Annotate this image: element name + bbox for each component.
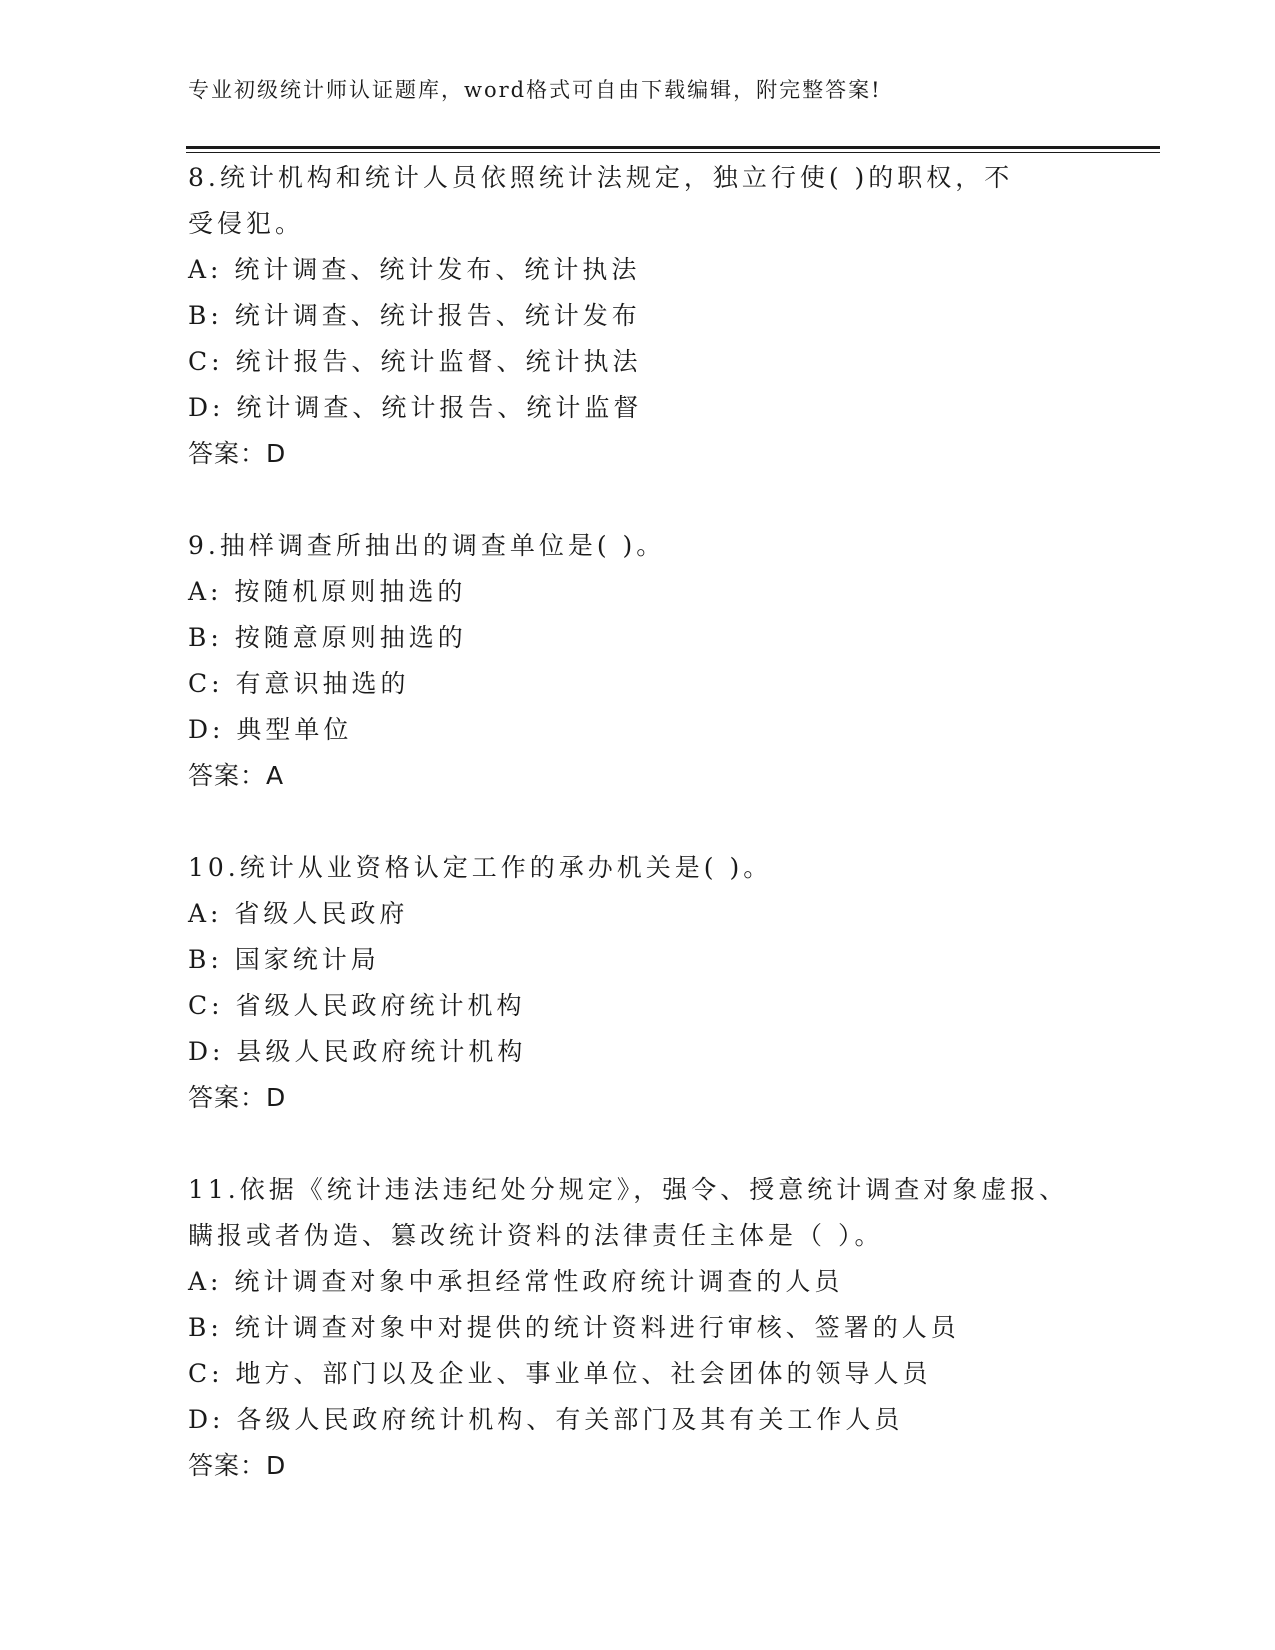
option-c: C: 统计报告、统计监督、统计执法 (188, 347, 642, 376)
option-b: B: 按随意原则抽选的 (188, 623, 467, 652)
option-a: A: 统计调查、统计发布、统计执法 (188, 255, 641, 284)
question-10 (188, 845, 1088, 1121)
question-stem: 10.统计从业资格认定工作的承办机关是( )。 (188, 853, 773, 882)
option-c: C: 地方、部门以及企业、事业单位、社会团体的领导人员 (188, 1359, 932, 1388)
header-rule-thick (186, 146, 1160, 149)
option-a: A: 省级人民政府 (188, 899, 409, 928)
answer-line: 答案：D (188, 1083, 287, 1112)
spacer (188, 1121, 1088, 1167)
option-c: C: 省级人民政府统计机构 (188, 991, 526, 1020)
page-header: 专业初级统计师认证题库，word格式可自由下载编辑，附完整答案! (188, 78, 882, 102)
option-b: B: 统计调查、统计报告、统计发布 (188, 301, 641, 330)
option-d: D: 县级人民政府统计机构 (188, 1037, 527, 1066)
header-rule-thin (186, 152, 1160, 153)
question-stem: 瞒报或者伪造、篡改统计资料的法律责任主体是（ ）。 (188, 1221, 884, 1250)
option-d: D: 统计调查、统计报告、统计监督 (188, 393, 643, 422)
question-8 (188, 155, 1088, 477)
option-b: B: 国家统计局 (188, 945, 380, 974)
option-c: C: 有意识抽选的 (188, 669, 410, 698)
option-b: B: 统计调查对象中对提供的统计资料进行审核、签署的人员 (188, 1313, 960, 1342)
option-d: D: 典型单位 (188, 715, 353, 744)
answer-line: 答案：D (188, 439, 287, 468)
spacer (188, 799, 1088, 845)
option-a: A: 统计调查对象中承担经常性政府统计调查的人员 (188, 1267, 844, 1296)
spacer (188, 477, 1088, 523)
option-d: D: 各级人民政府统计机构、有关部门及其有关工作人员 (188, 1405, 904, 1434)
answer-line: 答案：A (188, 761, 285, 790)
answer-line: 答案：D (188, 1451, 287, 1480)
question-9 (188, 523, 1088, 799)
question-11 (188, 1167, 1088, 1489)
question-stem: 9.抽样调查所抽出的调查单位是( )。 (188, 531, 666, 560)
option-a: A: 按随机原则抽选的 (188, 577, 467, 606)
question-list (188, 155, 1088, 1489)
question-stem: 11.依据《统计违法违纪处分规定》，强令、授意统计调查对象虚报、 (188, 1175, 1069, 1204)
question-stem: 8.统计机构和统计人员依照统计法规定，独立行使( )的职权，不 (188, 163, 1014, 192)
question-stem: 受侵犯。 (188, 209, 305, 238)
